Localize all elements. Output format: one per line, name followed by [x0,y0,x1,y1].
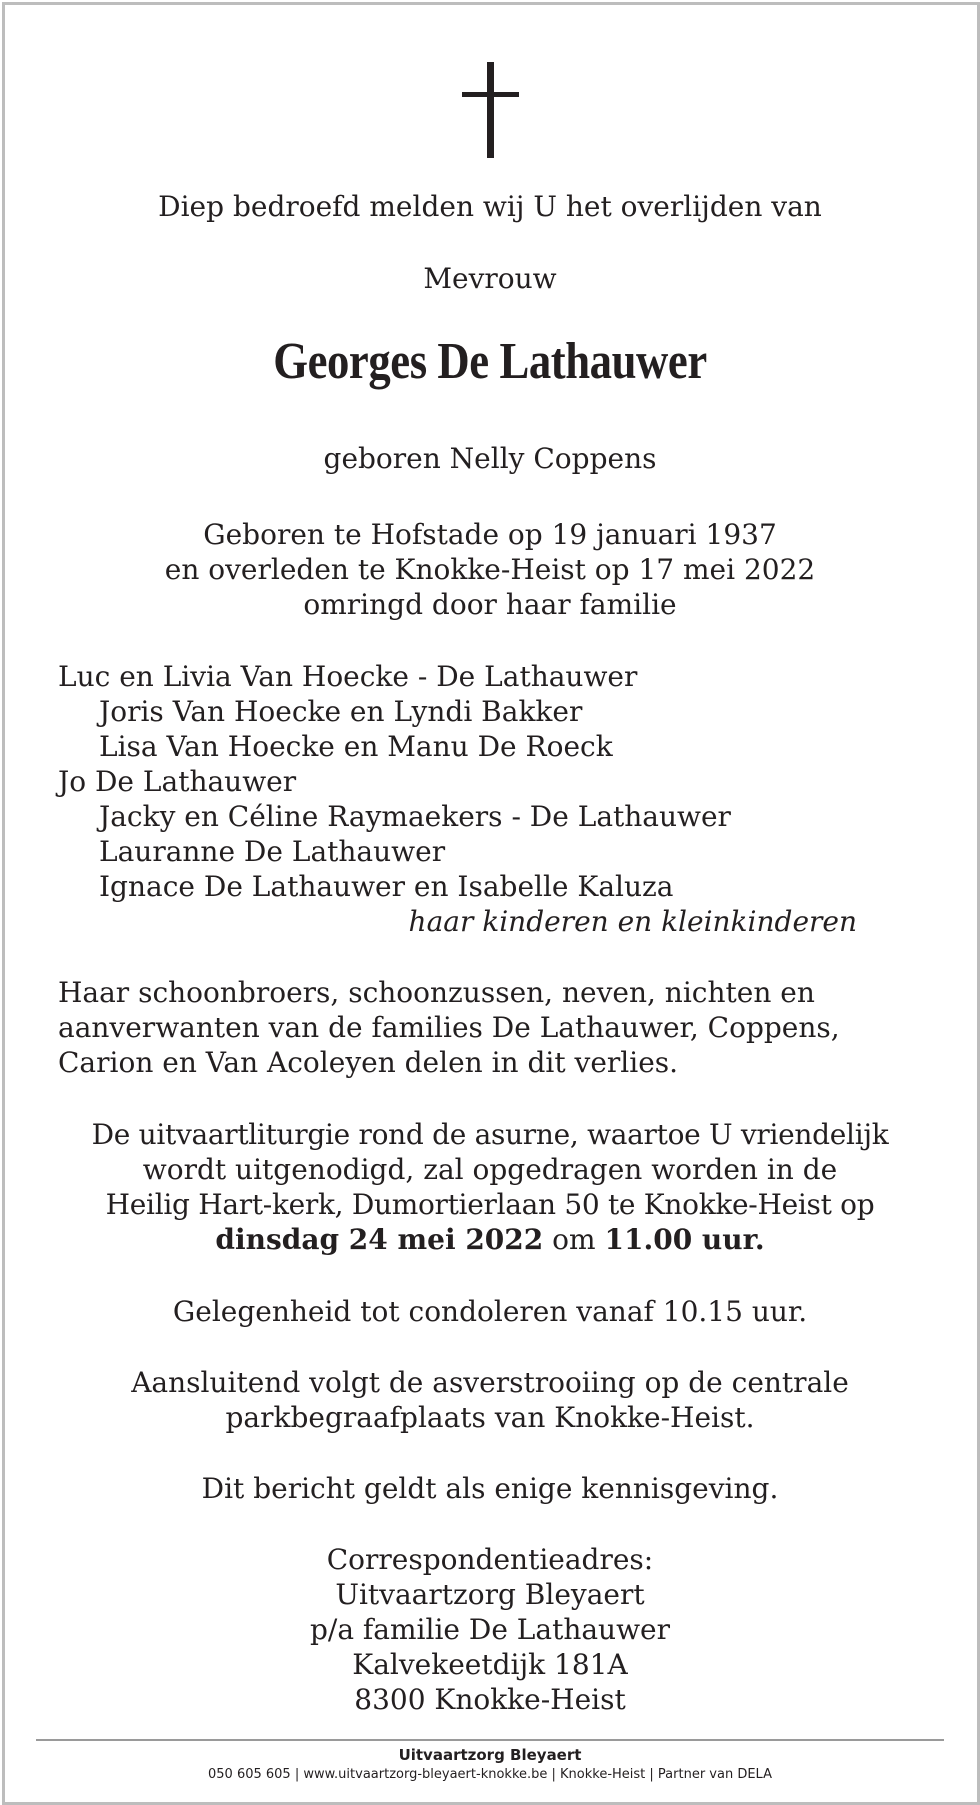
address-line: Uitvaartzorg Bleyaert [335,1578,645,1611]
ceremony-time: 11.00 uur. [604,1223,765,1256]
deceased-name: Georges De Lathauwer [273,333,707,390]
family-line: Ignace De Lathauwer en Isabelle Kaluza [99,870,674,903]
ceremony-datetime [0,1223,980,1256]
family-line: Lauranne De Lathauwer [99,835,446,868]
intro-text: Diep bedroefd melden wij U het overlijden van [158,190,822,223]
family-line: Lisa Van Hoecke en Manu De Roeck [99,730,613,763]
family-line: Joris Van Hoecke en Lyndi Bakker [99,695,583,728]
family-line: Jacky en Céline Raymaekers - De Lathauwer [99,800,731,833]
honorific: Mevrouw [423,262,557,295]
life-line: Geboren te Hofstade op 19 januari 1937 [203,518,777,551]
family-line: Jo De Lathauwer [58,765,297,798]
footer-divider [36,1739,944,1741]
address-line: 8300 Knokke-Heist [354,1683,626,1716]
condolence-text: Gelegenheid tot condoleren vanaf 10.15 uur. [172,1295,808,1328]
family-caption: haar kinderen en kleinkinderen [408,905,857,938]
notice-text: Dit bericht geldt als enige kennisgeving. [201,1472,779,1505]
footer-contact: 050 605 605 | www.uitvaartzorg-bleyaert-knokke.be | Knokke-Heist | Partner van DELA [208,1767,772,1782]
footer-company: Uitvaartzorg Bleyaert [398,1746,582,1764]
ceremony-line: Heilig Hart-kerk, Dumortierlaan 50 te Knokke-Heist op [105,1188,875,1221]
relatives-line: aanverwanten van de families De Lathauwer, Coppens, [58,1011,840,1044]
address-line: Correspondentieadres: [326,1543,654,1576]
scattering-line: Aansluitend volgt de asverstrooiing op de centrale [131,1366,849,1399]
relatives-line: Haar schoonbroers, schoonzussen, neven, nichten en [58,976,815,1009]
life-line: omringd door haar familie [303,588,677,621]
ceremony-line: wordt uitgenodigd, zal opgedragen worden in de [142,1153,838,1186]
maiden-name: geboren Nelly Coppens [323,442,657,475]
ceremony-line: De uitvaartliturgie rond de asurne, waartoe U vriendelijk [91,1118,889,1151]
life-line: en overleden te Knokke-Heist op 17 mei 2022 [164,553,816,586]
address-line: p/a familie De Lathauwer [309,1613,671,1646]
ceremony-at: om [552,1223,596,1256]
relatives-line: Carion en Van Acoleyen delen in dit verlies. [58,1046,679,1079]
family-line: Luc en Livia Van Hoecke - De Lathauwer [58,660,638,693]
address-line: Kalvekeetdijk 181A [352,1648,628,1681]
ceremony-date: dinsdag 24 mei 2022 [215,1223,544,1256]
scattering-line: parkbegraafplaats van Knokke-Heist. [225,1401,755,1434]
